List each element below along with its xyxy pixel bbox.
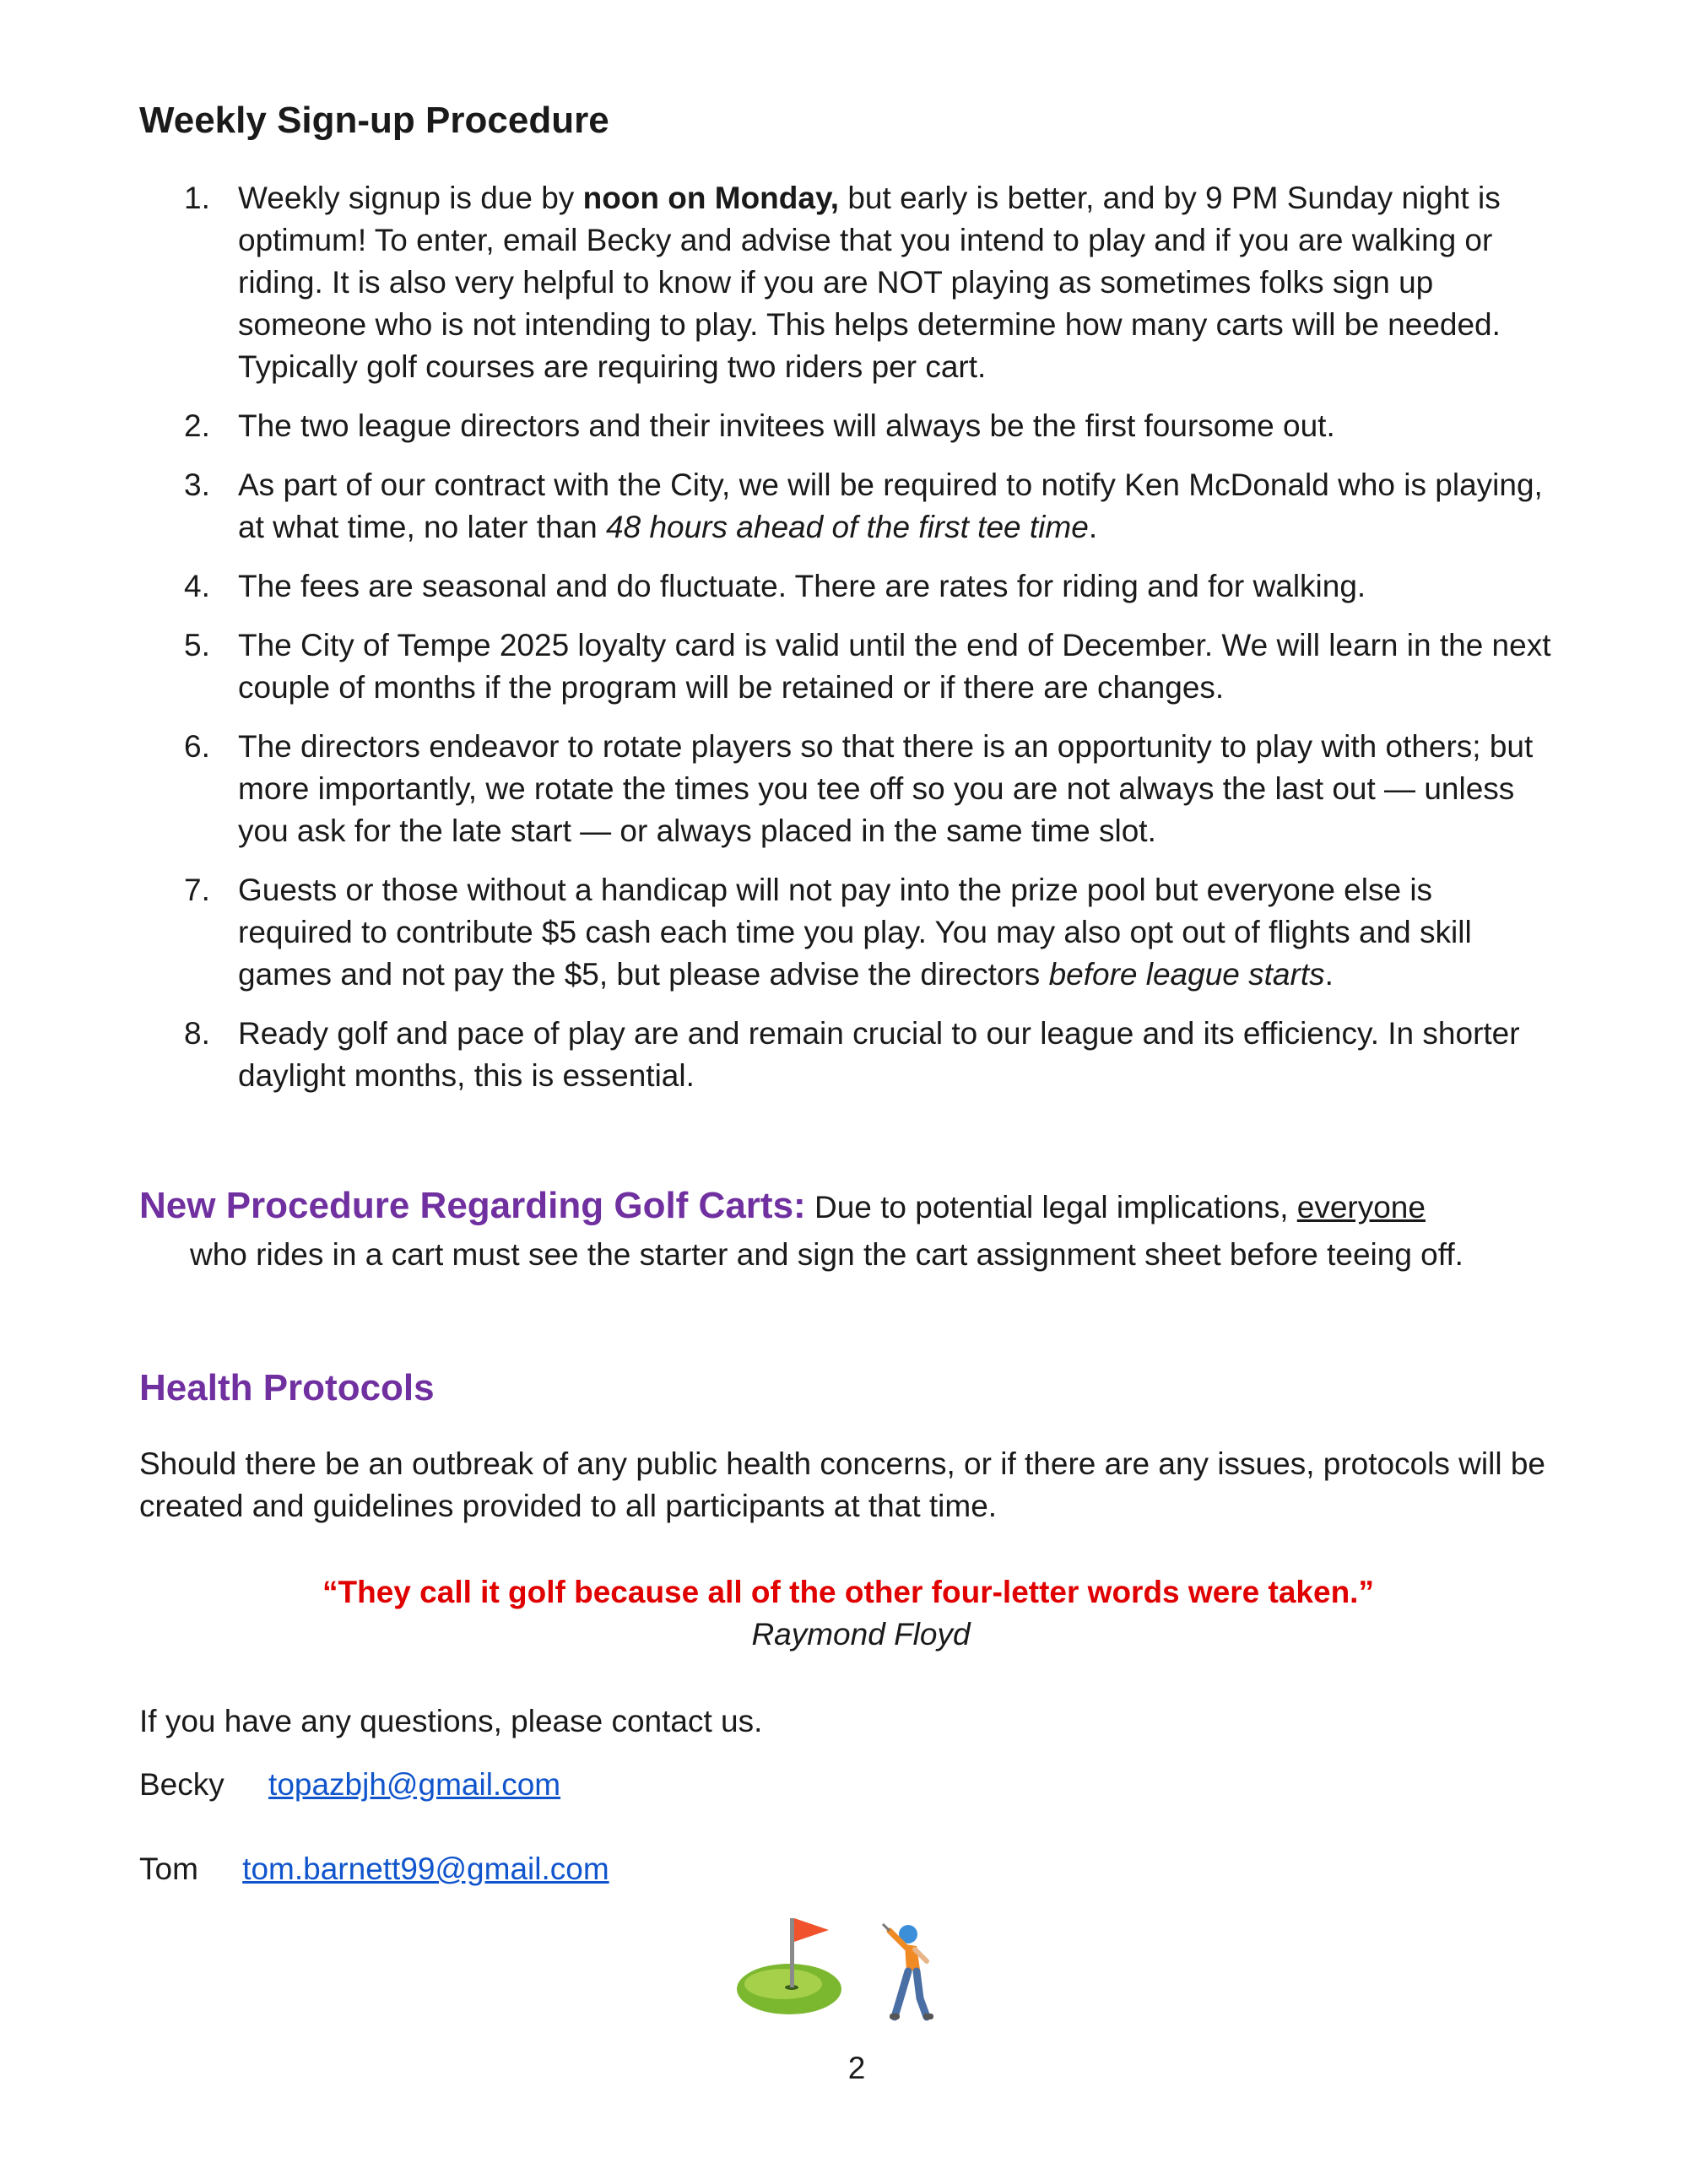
- list-item: 4. The fees are seasonal and do fluctuate. There are rates for riding and for walking.: [0, 565, 1553, 608]
- contact-name: Tom: [139, 1852, 198, 1886]
- list-item: 1. Weekly signup is due by noon on Monday, but early is better, and by 9 PM Sunday night is optimum! To enter, email Becky and advise that you intend to play and if you are walking or riding. It is also very helpful to know if you are NOT playing as sometimes folks sign up someone who is not intending to play. This helps determine how many carts will be needed. Typically golf courses are requiring two riders per cart.: [0, 177, 1553, 388]
- golfer-icon: [871, 1922, 940, 2024]
- list-number: 5.: [184, 628, 210, 662]
- signup-steps-list: [0, 177, 1553, 1114]
- quote-text: “They call it golf because all of the other four-letter words were taken.”: [322, 1575, 1374, 1609]
- list-item: 2. The two league directors and their invitees will always be the first foursome out.: [0, 405, 1553, 447]
- list-number: 6.: [184, 729, 210, 764]
- signup-heading: Weekly Sign-up Procedure: [139, 100, 609, 141]
- everyone-underlined: everyone: [1296, 1190, 1426, 1224]
- list-number: 1.: [184, 181, 210, 215]
- contact-intro: If you have any questions, please contact us.: [139, 1704, 763, 1738]
- health-heading: Health Protocols: [139, 1367, 435, 1408]
- deadline-text: noon on Monday,: [582, 181, 840, 215]
- page-number: 2: [847, 2051, 866, 2085]
- contact-row-becky: [139, 1764, 560, 1806]
- tom-email-link[interactable]: tom.barnett99@gmail.com: [242, 1852, 609, 1886]
- carts-paragraph: New Procedure Regarding Golf Carts: Due to potential legal implications, everyone: [139, 1185, 1426, 1226]
- carts-paragraph-cont: who rides in a cart must see the starter and sign the cart assignment sheet before teeing off.: [190, 1237, 1463, 1272]
- becky-email-link[interactable]: topazbjh@gmail.com: [268, 1767, 561, 1802]
- list-number: 4.: [184, 569, 210, 603]
- carts-heading: New Procedure Regarding Golf Carts:: [139, 1185, 806, 1226]
- list-item: 3. As part of our contract with the City, we will be required to notify Ken McDonald who is playing, at what time, no later than 48 hours ahead of the first tee time.: [0, 464, 1553, 549]
- list-item: 5. The City of Tempe 2025 loyalty card is valid until the end of December. We will learn in the next couple of months if the program will be retained or if there are changes.: [0, 624, 1553, 709]
- list-item: 8. Ready golf and pace of play are and remain crucial to our league and its efficiency. In shorter daylight months, this is essential.: [0, 1013, 1553, 1097]
- contact-name: Becky: [139, 1767, 225, 1802]
- health-paragraph: Should there be an outbreak of any public health concerns, or if there are any issues, protocols will be created and guidelines provided to all participants at that time.: [139, 1446, 1545, 1523]
- quote-author: Raymond Floyd: [751, 1617, 971, 1652]
- list-item: 6. The directors endeavor to rotate players so that there is an opportunity to play with others; but more importantly, we rotate the times you tee off so you are not always the last out — unless you ask for the late start — or always placed in the same time slot.: [0, 726, 1553, 852]
- list-number: 2.: [184, 408, 210, 443]
- list-number: 7.: [184, 873, 210, 907]
- list-number: 3.: [184, 468, 210, 502]
- golf-flag-green-icon: [734, 1911, 844, 2021]
- contact-row-tom: [139, 1848, 609, 1890]
- list-number: 8.: [184, 1016, 210, 1051]
- list-item: 7. Guests or those without a handicap will not pay into the prize pool but everyone else is required to contribute $5 cash each time you play. You may also opt out of flights and skill games and not pay the $5, but please advise the directors before league starts.: [0, 869, 1553, 996]
